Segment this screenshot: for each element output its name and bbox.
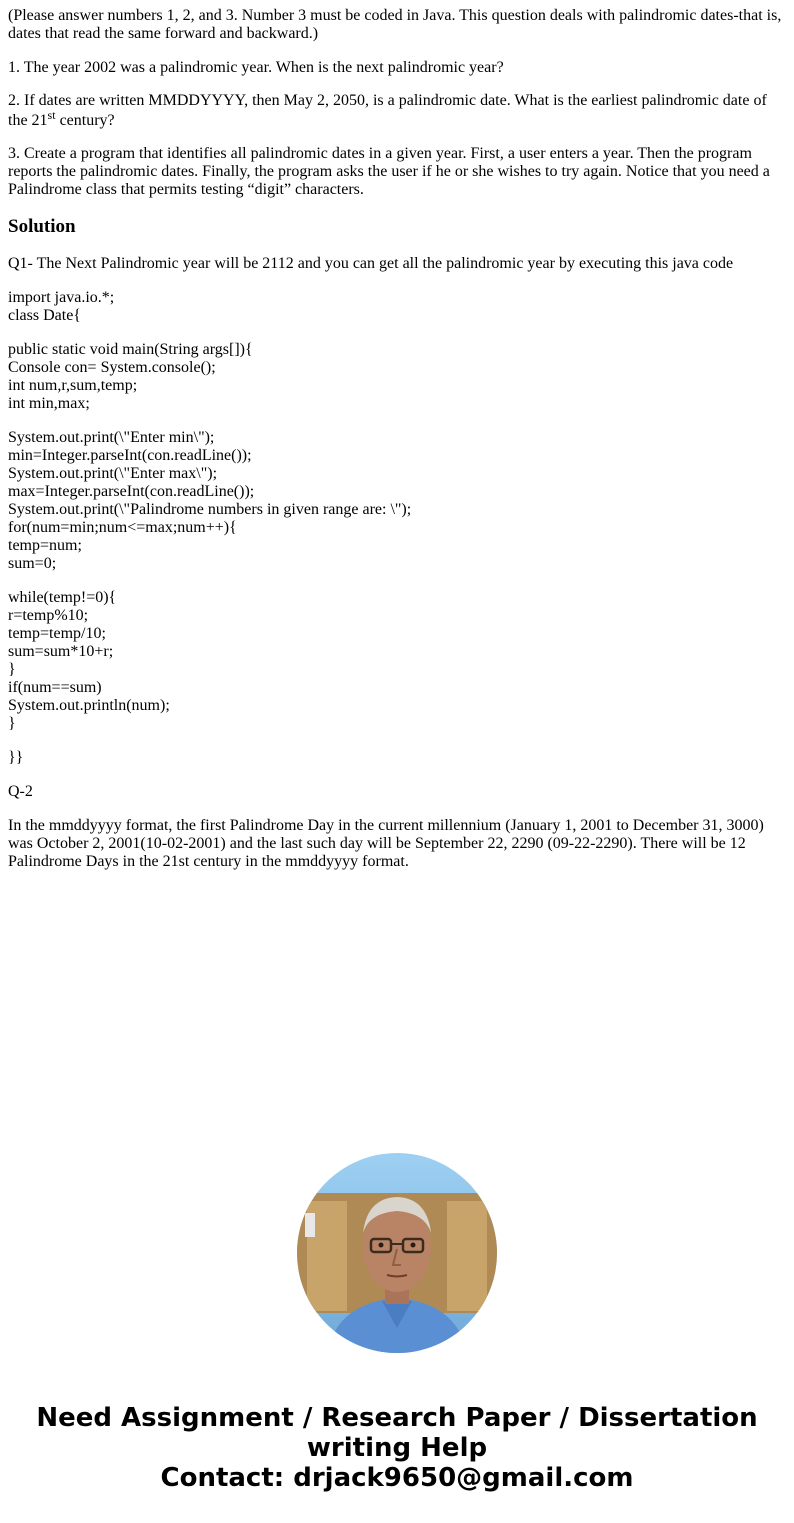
footer-line-1: Need Assignment / Research Paper / Dissertation <box>36 1403 758 1433</box>
code-block <box>8 289 786 325</box>
code-block <box>8 341 786 413</box>
q2-answer: In the mmddyyyy format, the first Palindrome Day in the current millennium (January 1, 2001 to December 31, 3000) was October 2, 2001(10-02-2001) and the last such day will be September 22, 2290 (09-22-2290). There will be 12 Palindrome Days in the 21st century in the mmddyyyy format. <box>8 817 764 870</box>
code-block <box>8 589 786 733</box>
code-block <box>8 429 786 573</box>
question-3: 3. Create a program that identifies all palindromic dates in a given year. First, a user enters a year. Then the program reports the palindromic dates. Finally, the program asks the user if he or she wishes to try again. Notice that you need a Palindrome class that permits testing “digit” characters. <box>8 145 770 198</box>
footer-banner <box>0 1403 794 1493</box>
code-line: while(temp!=0){ <box>8 589 117 606</box>
code-line: int min,max; <box>8 395 90 412</box>
question-2-superscript: st <box>47 108 56 122</box>
code-line: r=temp%10; <box>8 607 89 624</box>
code-line: temp=num; <box>8 537 82 554</box>
code-line: int num,r,sum,temp; <box>8 377 138 394</box>
code-line: public static void main(String args[]){ <box>8 341 253 358</box>
code-block <box>8 749 786 767</box>
q2-label: Q-2 <box>8 783 33 800</box>
code-line: temp=temp/10; <box>8 625 106 642</box>
code-line: class Date{ <box>8 307 81 324</box>
code-line: System.out.println(num); <box>8 697 170 714</box>
code-line: } <box>8 715 16 732</box>
question-1: 1. The year 2002 was a palindromic year. When is the next palindromic year? <box>8 59 504 76</box>
footer-line-2: writing Help <box>306 1433 488 1463</box>
avatar <box>297 1153 497 1353</box>
q1-answer: Q1- The Next Palindromic year will be 2112 and you can get all the palindromic year by executing this java code <box>8 255 734 272</box>
code-line: Console con= System.console(); <box>8 359 216 376</box>
code-line: min=Integer.parseInt(con.readLine()); <box>8 447 252 464</box>
document-body <box>8 7 786 887</box>
code-line: System.out.print(\"Enter max\"); <box>8 465 218 482</box>
avatar-portrait <box>297 1153 497 1353</box>
question-2-text: 2. If dates are written MMDDYYYY, then May 2, 2050, is a palindromic date. What is the earliest palindromic date of the 21 <box>8 92 767 129</box>
code-line: import java.io.*; <box>8 289 115 306</box>
code-line: for(num=min;num<=max;num++){ <box>8 519 237 536</box>
solution-heading: Solution <box>8 216 76 237</box>
code-line: if(num==sum) <box>8 679 102 696</box>
code-line: sum=sum*10+r; <box>8 643 114 660</box>
code-line: } <box>8 661 16 678</box>
code-line: System.out.print(\"Enter min\"); <box>8 429 215 446</box>
code-line: max=Integer.parseInt(con.readLine()); <box>8 483 255 500</box>
question-intro: (Please answer numbers 1, 2, and 3. Number 3 must be coded in Java. This question deals with palindromic dates-that is, dates that read the same forward and backward.) <box>8 7 782 42</box>
question-2 <box>8 91 786 131</box>
code-line: System.out.print(\"Palindrome numbers in given range are: \"); <box>8 501 412 518</box>
question-2-tail: century? <box>55 112 115 129</box>
code-line: sum=0; <box>8 555 57 572</box>
code-line: }} <box>8 749 24 766</box>
footer-contact: Contact: drjack9650@gmail.com <box>160 1463 634 1493</box>
